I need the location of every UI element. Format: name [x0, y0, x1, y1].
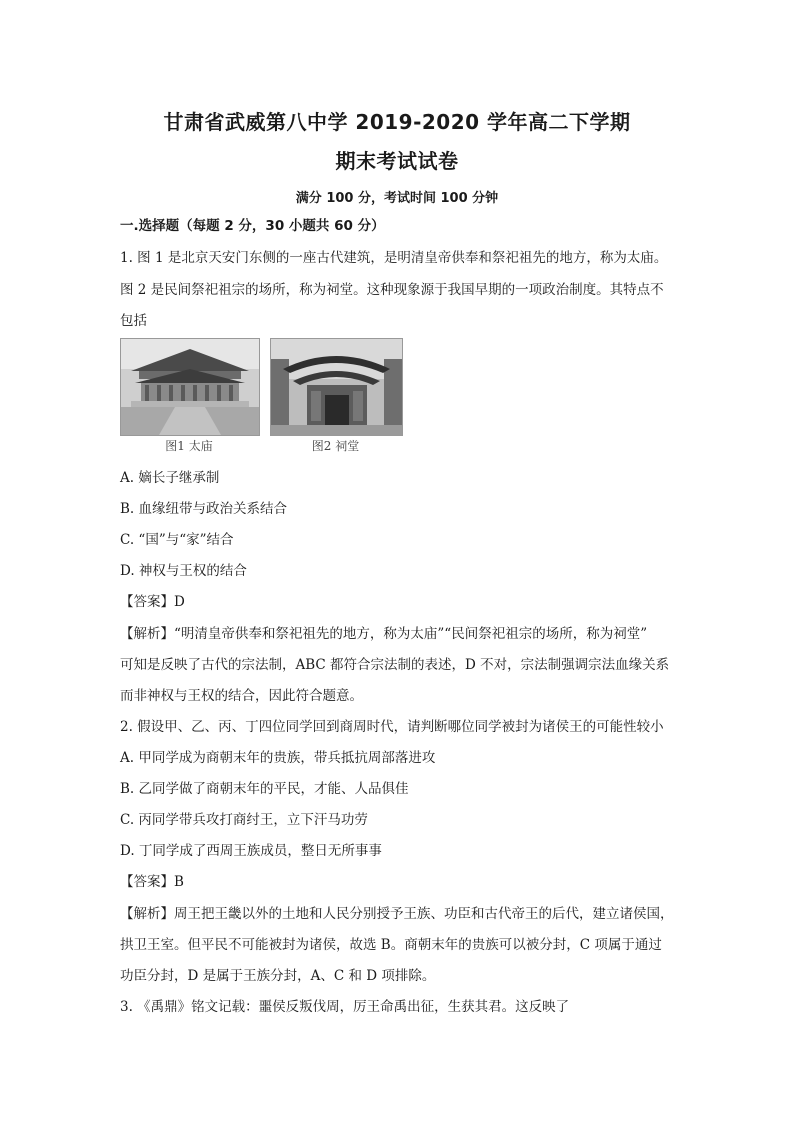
exam-subtitle: 满分 100 分，考试时间 100 分钟 [295, 191, 499, 206]
q2-analysis-line3: 功臣分封，D 是属于王族分封，A、C 和 D 项排除。 [120, 968, 436, 984]
q1-analysis-line1: 【解析】“明清皇帝供奉和祭祀祖先的地方，称为太庙”“民间祭祀祖宗的场所，称为祠堂” [120, 626, 648, 642]
q2-analysis-line1: 【解析】周王把王畿以外的土地和人民分别授予王族、功臣和古代帝王的后代，建立诸侯国， [120, 906, 674, 922]
q2-option-c: C. 丙同学带兵攻打商纣王，立下汗马功劳 [120, 812, 368, 828]
figure2-ancestral-hall-photo [270, 338, 403, 436]
figure1-caption: 图1 太庙 [165, 439, 213, 453]
section-heading: 一.选择题（每题 2 分，30 小题共 60 分） [120, 218, 385, 234]
exam-title-line1: 甘肃省武威第八中学 2019-2020 学年高二下学期 [163, 110, 631, 134]
q1-analysis-line2: 可知是反映了古代的宗法制，ABC 都符合宗法制的表述，D 不对，宗法制强调宗法血缘关系 [120, 657, 670, 673]
q1-stem-line1: 1. 图 1 是北京天安门东侧的一座古代建筑，是明清皇帝供奉和祭祀祖先的地方，称为太庙。 [120, 250, 668, 266]
q1-stem-line2: 图 2 是民间祭祀祖宗的场所，称为祠堂。这种现象源于我国早期的一项政治制度。其特点不 [120, 282, 664, 298]
q1-option-a: A. 嫡长子继承制 [120, 470, 220, 486]
q1-stem-line3: 包括 [120, 313, 147, 329]
q1-option-c: C. “国”与“家”结合 [120, 532, 234, 548]
q2-stem: 2. 假设甲、乙、丙、丁四位同学回到商周时代，请判断哪位同学被封为诸侯王的可能性较小 [120, 719, 664, 735]
figure1-temple-photo [120, 338, 260, 436]
q2-option-b: B. 乙同学做了商朝末年的平民，才能、人品俱佳 [120, 781, 409, 797]
q3-stem: 3. 《禹鼎》铭文记载：噩侯反叛伐周，厉王命禹出征，生获其君。这反映了 [120, 999, 570, 1015]
q2-analysis-line2: 拱卫王室。但平民不可能被封为诸侯，故选 B。商朝末年的贵族可以被分封，C 项属于通过 [120, 937, 662, 953]
figure2-caption: 图2 祠堂 [311, 439, 360, 453]
q2-option-a: A. 甲同学成为商朝末年的贵族，带兵抵抗周部落进攻 [120, 750, 436, 766]
q2-answer: 【答案】B [120, 874, 184, 890]
q1-analysis-line3: 而非神权与王权的结合，因此符合题意。 [120, 688, 363, 704]
exam-title-line2: 期末考试试卷 [335, 149, 459, 173]
q2-option-d: D. 丁同学成了西周王族成员，整日无所事事 [120, 843, 382, 859]
q1-option-d: D. 神权与王权的结合 [120, 563, 247, 579]
q1-answer: 【答案】D [120, 594, 185, 610]
q1-option-b: B. 血缘纽带与政治关系结合 [120, 501, 288, 517]
